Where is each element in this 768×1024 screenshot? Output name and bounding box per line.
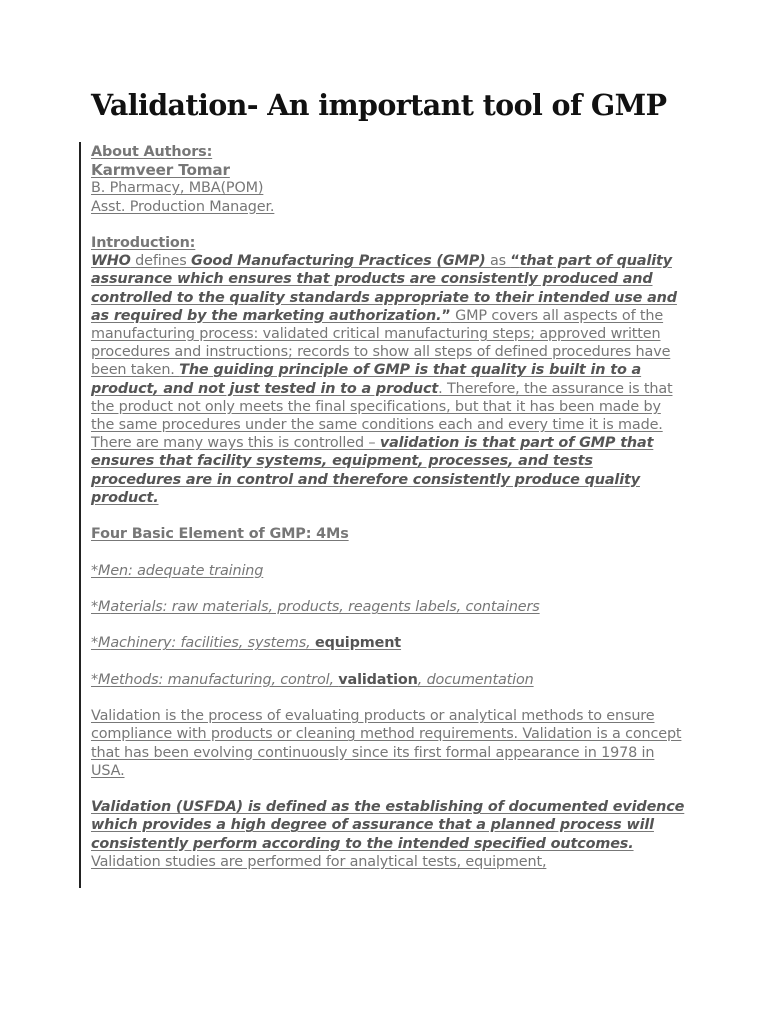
intro-guiding: The guiding principle of GMP is that quality is built in to a product, and not just tested in to a product	[91, 362, 642, 397]
machinery-text: achinery: facilities, systems,	[110, 635, 315, 652]
element-machinery[interactable]	[91, 634, 686, 652]
page-title: Validation- An important tool of GMP	[91, 88, 667, 122]
validation-paragraph-2[interactable]	[91, 798, 686, 871]
intro-close-quote: ”	[441, 307, 451, 324]
methods-end: , documentation	[417, 671, 534, 688]
intro-gmp: Good Manufacturing Practices (GMP)	[191, 253, 486, 270]
element-materials[interactable]	[91, 598, 686, 616]
methods-star: *M	[91, 671, 111, 688]
materials-star: *M	[91, 599, 111, 616]
intro-who: WHO	[91, 253, 131, 270]
usfda-definition: Validation (USFDA) is defined as the establishing of documented evidence which provides a high degree of assurance that a planned process will consistently perform according to the intended specified outcomes.	[91, 799, 685, 852]
element-methods[interactable]	[91, 671, 686, 689]
intro-as: as	[485, 253, 511, 270]
about-heading: About Authors:	[91, 144, 213, 160]
validation-studies-text: Validation studies are performed for analytical tests, equipment,	[91, 853, 547, 870]
introduction-paragraph[interactable]	[91, 234, 686, 507]
four-elements-heading[interactable]: Four Basic Element of GMP: 4Ms	[91, 526, 349, 543]
validation-paragraph-1[interactable]: Validation is the process of evaluating products or analytical methods to ensure compliance with products or cleaning method requirements. Validation is a concept that has been evolving continuously since its first formal appearance in 1978 in USA.	[91, 708, 682, 779]
author-degree[interactable]: B. Pharmacy, MBA(POM)	[91, 180, 264, 197]
intro-defines: defines	[130, 253, 192, 270]
intro-quote: that part of quality assurance which ensures that products are consistently produced and controlled to the quality standards appropriate to their intended use and as required by the marketing authorization.	[91, 253, 677, 324]
machinery-star: *M	[91, 635, 111, 652]
intro-text1: GMP covers all aspects of the manufacturing process: validated critical manufacturing steps; approved written procedures and instructions; records to show all steps of defined procedures have been taken.	[91, 307, 671, 379]
intro-open-quote: “	[510, 253, 520, 270]
methods-text: ethods: manufacturing, control,	[110, 671, 339, 688]
men-text: en: adequate training	[110, 562, 264, 579]
intro-text2: . Therefore, the assurance is that the product not only meets the final specifications, but that it has been made by the same procedures under the same conditions each and every time it is made. There are many ways this is controlled –	[91, 380, 673, 452]
methods-bold: validation	[338, 671, 418, 688]
author-name[interactable]: Karmveer Tomar	[91, 161, 230, 180]
author-role[interactable]: Asst. Production Manager.	[91, 198, 275, 215]
intro-heading: Introduction:	[91, 235, 196, 251]
about-authors	[91, 143, 686, 216]
element-men[interactable]	[91, 562, 686, 580]
men-star: *M	[91, 562, 111, 579]
materials-text: aterials: raw materials, products, reagents labels, containers	[110, 599, 540, 616]
intro-validation-part: validation is that part of GMP that ensures that facility systems, equipment, processes, and tests procedures are in control and therefore consistently produce quality product.	[91, 435, 654, 506]
machinery-bold: equipment	[314, 635, 402, 652]
left-border-rule	[79, 142, 81, 888]
article-body	[91, 143, 686, 889]
